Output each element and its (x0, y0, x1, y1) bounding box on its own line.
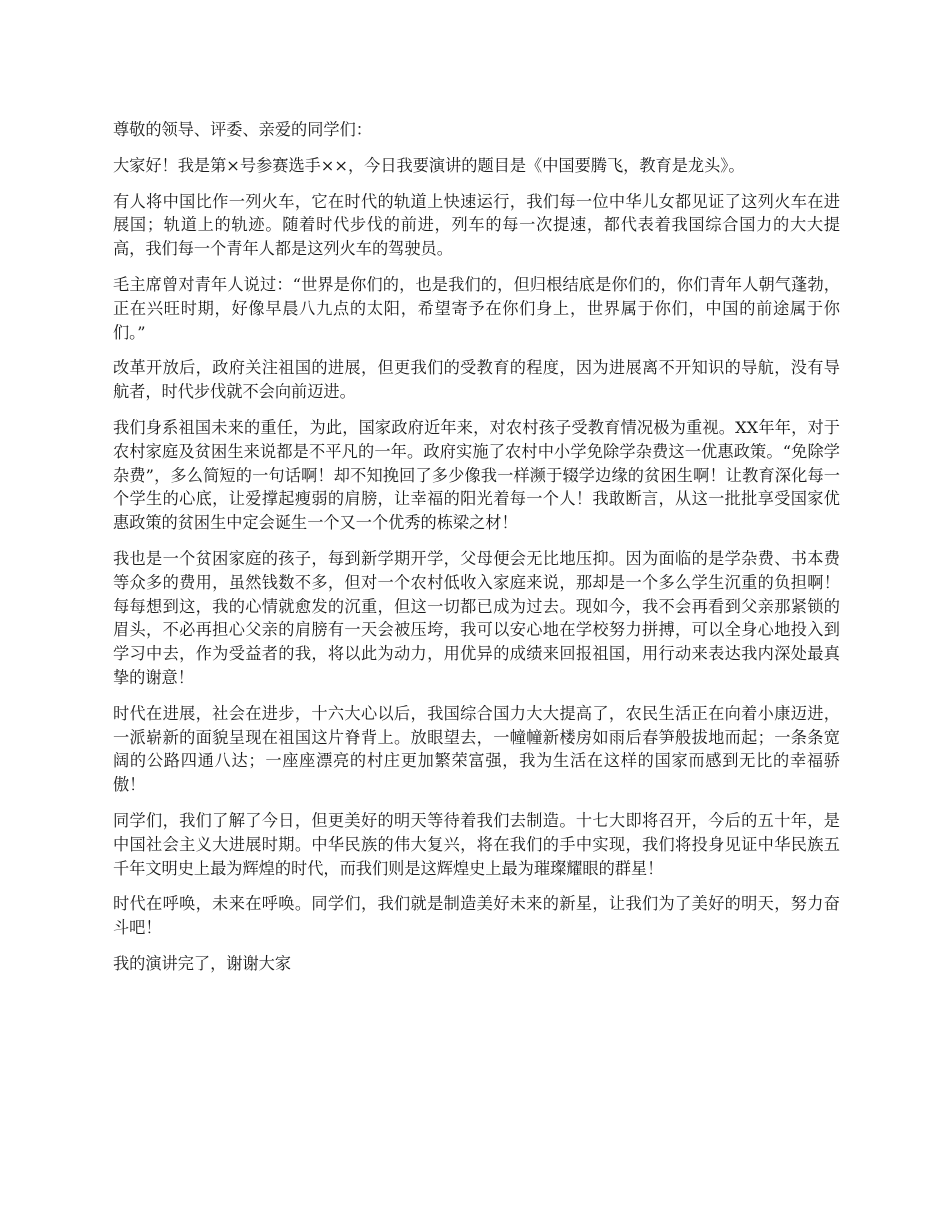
paragraph-call: 时代在呼唤，未来在呼唤。同学们，我们就是制造美好未来的新星，让我们为了美好的明天，努力奋斗吧！ (113, 894, 840, 938)
paragraph-reform: 改革开放后，政府关注祖国的进展，但更我们的受教育的程度，因为进展离不开知识的导航，没有导航者，时代步伐就不会向前迈进。 (113, 358, 840, 402)
paragraph-train: 有人将中国比作一列火车，它在时代的轨道上快速运行，我们每一位中华儿女都见证了这列火车在进展国；轨道上的轨迹。随着时代步伐的前进，列车的每一次提速，都代表着我国综合国力的大大提高，我们每一个青年人都是这列火车的驾驶员。 (113, 191, 840, 259)
paragraph-policy: 我们身系祖国未来的重任，为此，国家政府近年来，对农村孩子受教育情况极为重视。XX年年，对于农村家庭及贫困生来说都是不平凡的一年。政府实施了农村中小学免除学杂费这一优惠政策。“免除学杂费”，多么简短的一句话啊！却不知挽回了多少像我一样濒于辍学边缘的贫困生啊！让教育深化每一个学生的心底，让爱撑起瘦弱的肩膀，让幸福的阳光着每一个人！我敢断言，从这一批批享受国家优惠政策的贫困生中定会诞生一个又一个优秀的栋梁之材！ (113, 417, 840, 533)
paragraph-quote: 毛主席曾对青年人说过：“世界是你们的，也是我们的，但归根结底是你们的，你们青年人朝气蓬勃，正在兴旺时期，好像早晨八九点的太阳，希望寄予在你们身上，世界属于你们，中国的前途属于你们。” (113, 274, 840, 342)
paragraph-future: 同学们，我们了解了今日，但更美好的明天等待着我们去制造。十七大即将召开，今后的五十年，是中国社会主义大进展时期。中华民族的伟大复兴，将在我们的手中实现，我们将投身见证中华民族五千年文明史上最为辉煌的时代，而我们则是这辉煌史上最为璀璨耀眼的群星！ (113, 810, 840, 878)
closing-line: 我的演讲完了，谢谢大家 (113, 953, 292, 973)
paragraph-progress: 时代在进展，社会在进步，十六大心以后，我国综合国力大大提高了，农民生活正在向着小康迈进，一派崭新的面貌呈现在祖国这片脊背上。放眼望去，一幢幢新楼房如雨后春笋般拔地而起；一条条宽阔的公路四通八达；一座座漂亮的村庄更加繁荣富强，我为生活在这样的国家而感到无比的幸福骄傲！ (113, 703, 840, 795)
paragraph-greeting: 大家好！我是第×号参赛选手××，今日我要演讲的题目是《中国要腾飞，教育是龙头》。 (113, 155, 745, 175)
paragraph-personal: 我也是一个贫困家庭的孩子，每到新学期开学，父母便会无比地压抑。因为面临的是学杂费、书本费等众多的费用，虽然钱数不多，但对一个农村低收入家庭来说，那却是一个多么学生沉重的负担啊！每每想到这，我的心情就愈发的沉重，但这一切都已成为过去。现如今，我不会再看到父亲那紧锁的眉头，不必再担心父亲的肩膀有一天会被压垮，我可以安心地在学校努力拼搏，可以全身心地投入到学习中去，作为受益者的我，将以此为动力，用优异的成绩来回报祖国，用行动来表达我内深处最真挚的谢意！ (113, 548, 840, 687)
salutation: 尊敬的领导、评委、亲爱的同学们： (113, 120, 372, 139)
document-page (113, 118, 840, 988)
